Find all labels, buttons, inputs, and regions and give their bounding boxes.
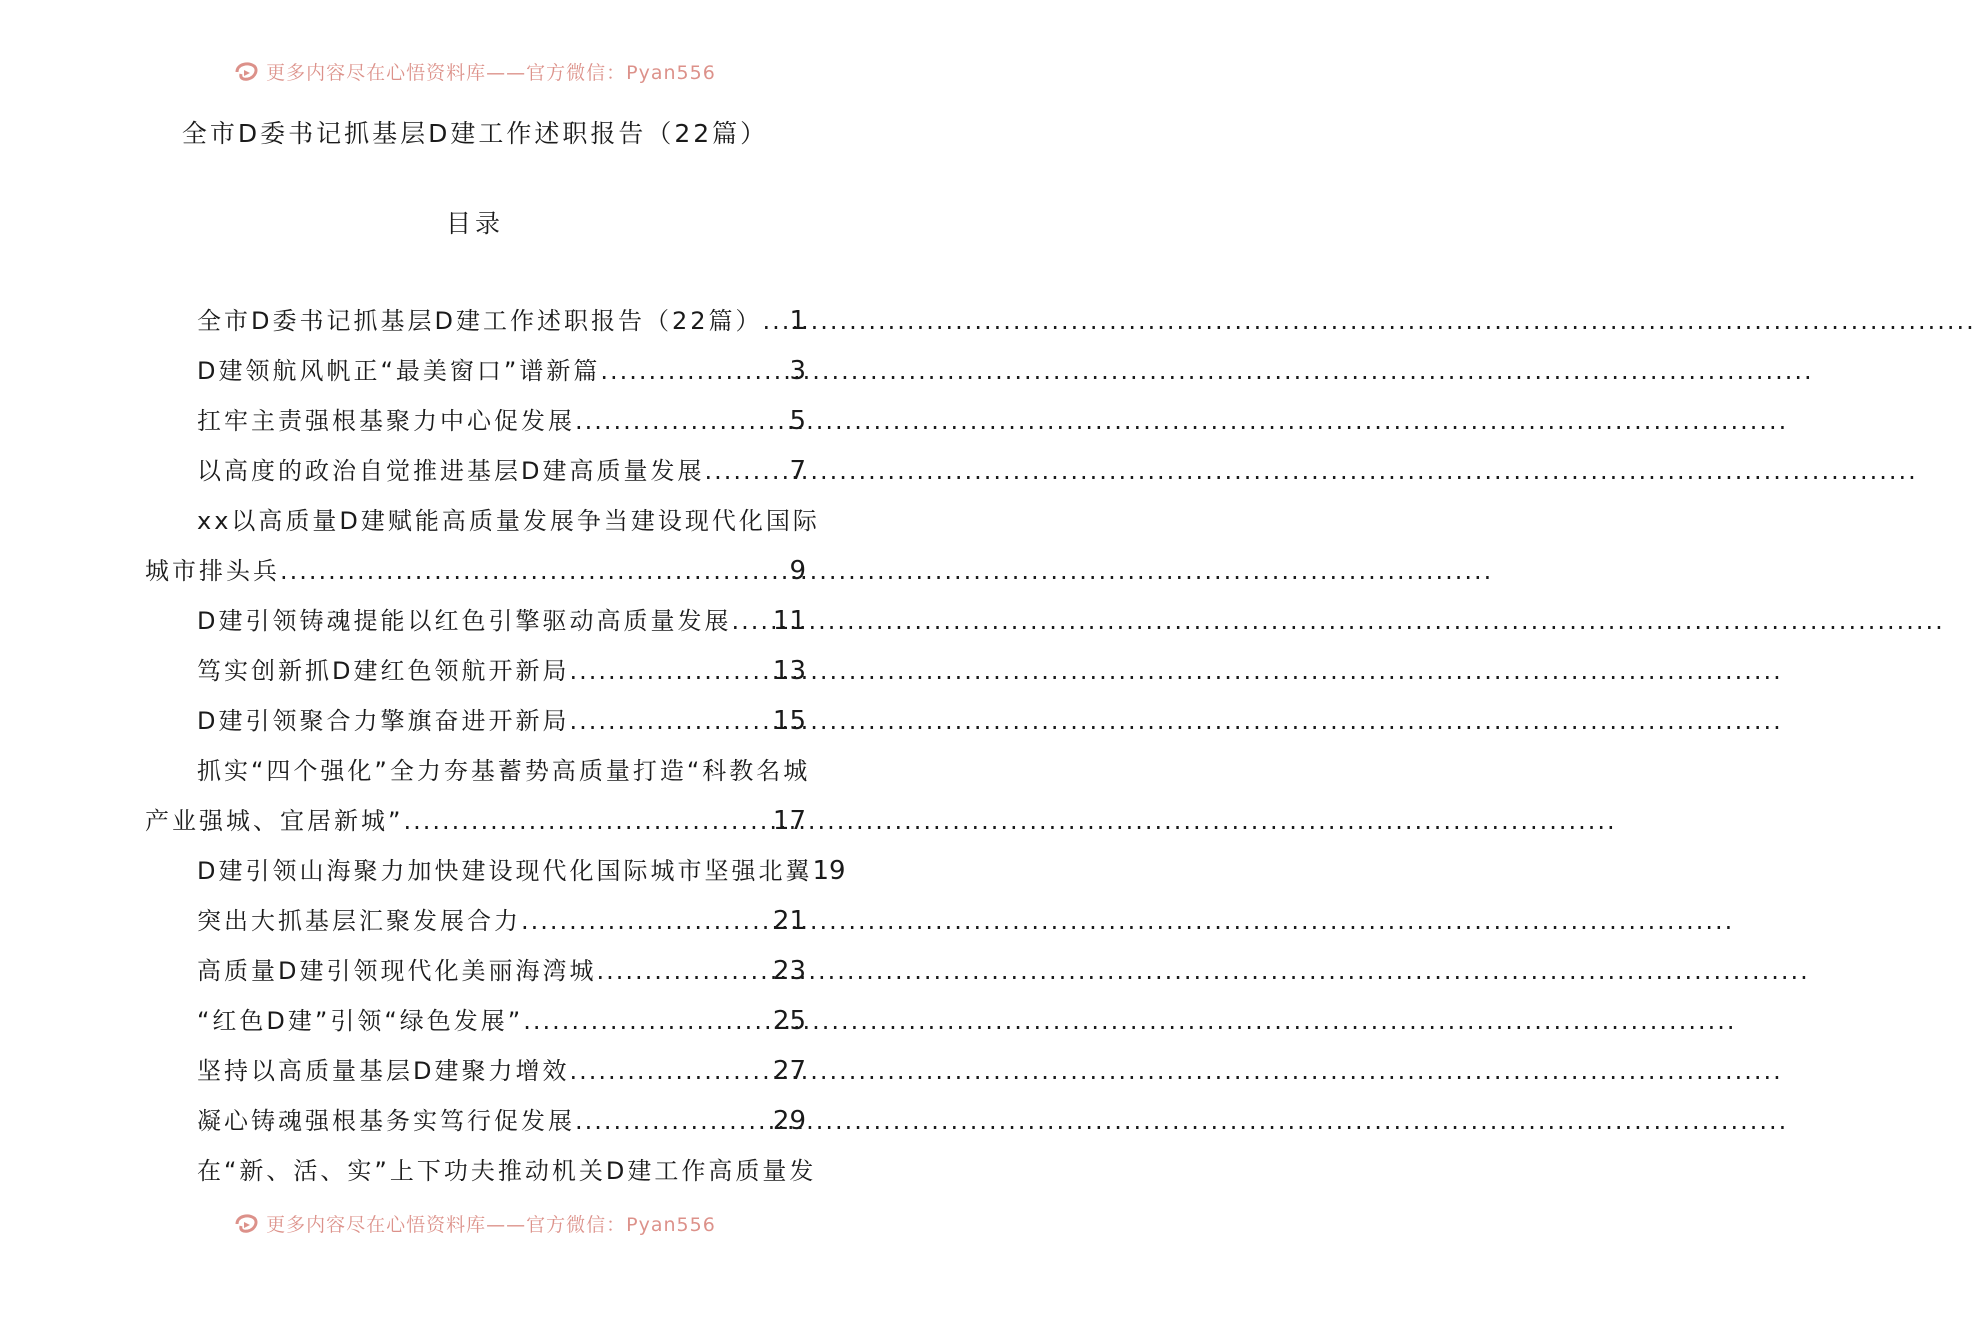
logo-icon — [234, 1212, 260, 1234]
toc-entry-line — [145, 996, 806, 1046]
footer-watermark-banner — [0, 1206, 950, 1240]
toc-entry[interactable] — [145, 846, 846, 896]
document-title: 全市D委书记抓基层D建工作述职报告（22篇） — [181, 119, 769, 148]
toc-entry-line — [145, 446, 806, 496]
toc-entry[interactable] — [145, 296, 806, 346]
toc-page-number: 11 — [772, 606, 806, 636]
toc-page-number: 5 — [789, 406, 806, 436]
toc-entry[interactable] — [145, 646, 806, 696]
toc-leader-dots — [704, 446, 789, 496]
toc-heading: 目录 — [445, 209, 504, 238]
toc-entry[interactable] — [145, 696, 806, 746]
toc-entry-line — [145, 596, 806, 646]
toc-entry-line — [145, 746, 811, 796]
toc-leader-dots — [575, 1096, 773, 1146]
toc-leader-dots — [521, 896, 773, 946]
toc-entry-line — [145, 496, 820, 546]
toc-entry-title: 突出大抓基层汇聚发展合力 — [197, 907, 521, 935]
toc-leader-dots — [575, 396, 789, 446]
toc-leader-dots — [569, 646, 772, 696]
toc-page-number: 21 — [772, 906, 806, 936]
toc-entry-title: 以高度的政治自觉推进基层D建高质量发展 — [197, 457, 705, 485]
toc-page-number: 9 — [789, 556, 806, 586]
toc-page-number: 13 — [772, 656, 806, 686]
toc-leader-dots — [280, 546, 789, 596]
toc-entry-line — [145, 896, 806, 946]
toc-entry-line — [145, 846, 846, 896]
footer-watermark-text: 更多内容尽在心悟资料库——官方微信：Pyan556 — [266, 1213, 716, 1236]
toc-entry-line — [145, 1146, 817, 1196]
toc-entry[interactable] — [145, 496, 820, 596]
toc-page-number: 7 — [789, 456, 806, 486]
toc-entry-title: D建引领铸魂提能以红色引擎驱动高质量发展 — [197, 607, 732, 635]
toc-leader-dots — [763, 296, 790, 346]
toc-entry-line — [145, 546, 806, 596]
toc-entry-title: 产业强城、宜居新城” — [145, 807, 404, 835]
toc-entry[interactable] — [145, 596, 806, 646]
toc-entry-title: 坚持以高质量基层D建聚力增效 — [197, 1057, 570, 1085]
toc-leader-dots — [569, 1046, 772, 1096]
toc-entry[interactable] — [145, 896, 806, 946]
toc-leader-dots — [523, 996, 773, 1046]
toc-entry-title: 城市排头兵 — [145, 557, 280, 585]
header-watermark-text: 更多内容尽在心悟资料库——官方微信：Pyan556 — [266, 61, 716, 84]
toc-entry[interactable] — [145, 1146, 817, 1196]
toc-entry-title: 全市D委书记抓基层D建工作述职报告（22篇） — [197, 307, 763, 335]
toc-entry-line — [145, 946, 806, 996]
toc-entry-title: D建引领聚合力擎旗奋进开新局 — [197, 707, 570, 735]
toc-entry-title: “红色D建”引领“绿色发展” — [197, 1007, 524, 1035]
toc-leader-dots — [403, 796, 772, 846]
toc-entry-title: 高质量D建引领现代化美丽海湾城 — [197, 957, 597, 985]
toc-entry[interactable] — [145, 1046, 806, 1096]
toc-leader-dots — [731, 596, 772, 646]
toc-entry-title: 扛牢主责强根基聚力中心促发展 — [197, 407, 575, 435]
toc-leader-dots — [596, 946, 772, 996]
toc-entry-title: D建领航风帆正“最美窗口”谱新篇 — [197, 357, 601, 385]
toc-entry-line — [145, 396, 806, 446]
toc-entry-line — [145, 646, 806, 696]
toc-entry-title: 笃实创新抓D建红色领航开新局 — [197, 657, 570, 685]
logo-icon — [234, 60, 260, 82]
toc-entry[interactable] — [145, 396, 806, 446]
toc-page-number: 27 — [772, 1056, 806, 1086]
toc-leader-dots — [600, 346, 789, 396]
toc-entry-line — [145, 1046, 806, 1096]
toc-entry-title: D建引领山海聚力加快建设现代化国际城市坚强北翼 — [197, 857, 813, 885]
toc-entry-line — [145, 696, 806, 746]
toc-entry-line — [145, 346, 806, 396]
toc-entry[interactable] — [145, 1096, 806, 1146]
toc-entry[interactable] — [145, 946, 806, 996]
toc-entry-line — [145, 296, 806, 346]
toc-page-number: 3 — [789, 356, 806, 386]
toc-entry-title: xx以高质量D建赋能高质量发展争当建设现代化国际 — [197, 507, 820, 535]
toc-page-number: 23 — [772, 956, 806, 986]
toc-entry-title: 抓实“四个强化”全力夯基蓄势高质量打造“科教名城 — [197, 757, 811, 785]
toc-entry-title: 凝心铸魂强根基务实笃行促发展 — [197, 1107, 575, 1135]
toc-entry[interactable] — [145, 996, 806, 1046]
toc-entry[interactable] — [145, 446, 806, 496]
toc-page-number: 25 — [772, 1006, 806, 1036]
toc-entry[interactable] — [145, 746, 811, 846]
toc-page-number: 1 — [789, 306, 806, 336]
toc-page-number: 15 — [772, 706, 806, 736]
toc-page-number: 17 — [772, 806, 806, 836]
toc-leader-dots — [569, 696, 772, 746]
toc-entry-line — [145, 1096, 806, 1146]
toc-entry[interactable] — [145, 346, 806, 396]
toc-entry-line — [145, 796, 806, 846]
toc-page-number: 19 — [812, 856, 846, 886]
toc-entry-title: 在“新、活、实”上下功夫推动机关D建工作高质量发 — [197, 1157, 817, 1185]
toc-page-number: 29 — [772, 1106, 806, 1136]
header-watermark-banner — [0, 54, 950, 88]
